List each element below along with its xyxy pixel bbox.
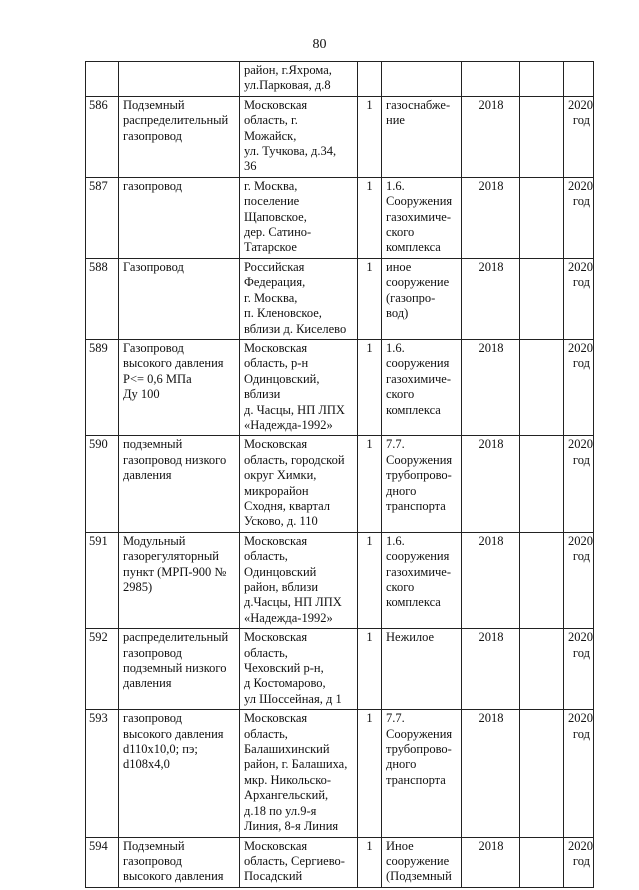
cell-line: сооружения	[386, 356, 450, 371]
cell-line: 2020	[568, 340, 593, 355]
cell-line: год	[572, 549, 590, 564]
cell-end-date	[564, 532, 594, 628]
table-row	[86, 258, 594, 339]
cell-number: 586	[86, 96, 119, 177]
cell-line: Федерация,	[244, 275, 306, 290]
cell-blank	[520, 177, 564, 258]
cell-line: район, г. Балашиха,	[244, 757, 348, 772]
table-row	[86, 629, 594, 710]
cell-line: г. Москва,	[244, 178, 298, 193]
cell-line: 2020	[568, 838, 593, 853]
cell-object-name	[119, 629, 240, 710]
table-row	[86, 436, 594, 532]
cell-number: 591	[86, 532, 119, 628]
cell-address	[240, 177, 358, 258]
cell-line: год	[572, 113, 590, 128]
cell-type	[382, 96, 462, 177]
cell-number	[86, 62, 119, 97]
cell-line: комплекса	[386, 595, 441, 610]
cell-number: 588	[86, 258, 119, 339]
cell-line: Иное	[386, 838, 414, 853]
cell-line: Усково, д. 110	[244, 514, 318, 529]
cell-line: сооружение	[386, 853, 450, 868]
cell-line: дного	[386, 757, 417, 772]
cell-line: 2020	[568, 259, 593, 274]
cell-blank	[520, 532, 564, 628]
cell-line: 2020	[568, 630, 593, 645]
cell-count: 1	[358, 532, 382, 628]
cell-line: d108x4,0	[123, 757, 170, 772]
cell-line: газохимиче-	[386, 564, 452, 579]
cell-line: Московская	[244, 711, 308, 726]
cell-line: сооружения	[386, 549, 450, 564]
cell-line: 7.7.	[386, 437, 405, 452]
cell-line: д. Часцы, НП ЛПХ	[244, 402, 345, 417]
cell-line: газопровод	[123, 711, 183, 726]
cell-blank	[520, 837, 564, 887]
cell-line: район, г.Яхрома,	[244, 63, 332, 77]
cell-type	[382, 532, 462, 628]
table-row	[86, 710, 594, 837]
cell-year: 2018	[462, 710, 520, 837]
registry-table	[85, 61, 594, 888]
cell-type	[382, 710, 462, 837]
cell-number: 587	[86, 177, 119, 258]
cell-end-date	[564, 837, 594, 887]
table-row	[86, 177, 594, 258]
cell-line: год	[572, 356, 590, 371]
cell-line: Ду 100	[123, 387, 160, 402]
cell-type	[382, 629, 462, 710]
cell-line: трубопрово-	[386, 742, 452, 757]
cell-line: год	[572, 645, 590, 660]
cell-number: 594	[86, 837, 119, 887]
cell-line: ского	[386, 580, 415, 594]
cell-line: д.18 по ул.9-я	[244, 803, 317, 818]
cell-line: газорегуляторный	[123, 549, 219, 564]
cell-line: год	[572, 194, 590, 209]
cell-line: вблизи	[244, 387, 281, 402]
cell-line: «Надежда-1992»	[244, 417, 333, 432]
cell-count	[358, 62, 382, 97]
cell-blank	[520, 339, 564, 435]
cell-count: 1	[358, 837, 382, 887]
cell-count: 1	[358, 339, 382, 435]
cell-line: газопровод	[123, 853, 183, 868]
cell-number: 593	[86, 710, 119, 837]
cell-line: Московская	[244, 630, 308, 645]
cell-line: Подземный	[123, 838, 185, 853]
cell-end-date	[564, 62, 594, 97]
cell-end-date	[564, 96, 594, 177]
cell-line: газопровод	[123, 178, 183, 193]
cell-line: Газопровод	[123, 259, 184, 274]
cell-line: газоснабже-	[386, 97, 451, 112]
cell-line: Газопровод	[123, 340, 184, 355]
cell-address	[240, 532, 358, 628]
cell-blank	[520, 96, 564, 177]
cell-line: 7.7.	[386, 711, 405, 726]
cell-address	[240, 710, 358, 837]
cell-line: Татарское	[244, 240, 297, 255]
cell-line: область, г.	[244, 113, 298, 128]
cell-line: Балашихинский	[244, 742, 330, 757]
cell-line: пункт (МРП-900 №	[123, 564, 227, 579]
cell-line: иное	[386, 259, 412, 274]
cell-line: Одинцовский,	[244, 371, 320, 386]
cell-line: 2020	[568, 97, 593, 112]
cell-line: микрорайон	[244, 483, 309, 498]
cell-count: 1	[358, 436, 382, 532]
cell-line: газопровод низкого	[123, 452, 227, 467]
cell-line: вод)	[386, 306, 409, 321]
cell-line: ние	[386, 113, 405, 128]
cell-line: год	[572, 452, 590, 467]
cell-object-name	[119, 96, 240, 177]
table-row	[86, 96, 594, 177]
cell-blank	[520, 62, 564, 97]
cell-object-name	[119, 177, 240, 258]
cell-line: д.Часцы, НП ЛПХ	[244, 595, 342, 610]
table-row	[86, 532, 594, 628]
cell-type	[382, 258, 462, 339]
cell-type	[382, 177, 462, 258]
cell-line: трубопрово-	[386, 468, 452, 483]
cell-line: Московская	[244, 340, 308, 355]
cell-line: сооружение	[386, 275, 450, 290]
cell-line: Щаповское,	[244, 209, 307, 224]
cell-count: 1	[358, 177, 382, 258]
cell-line: 1.6.	[386, 340, 405, 355]
cell-year: 2018	[462, 258, 520, 339]
cell-line: область, р-н	[244, 356, 309, 371]
cell-blank	[520, 710, 564, 837]
cell-line: Линия, 8-я Линия	[244, 819, 339, 834]
cell-line: Московская	[244, 97, 308, 112]
cell-blank	[520, 436, 564, 532]
cell-line: Московская	[244, 437, 308, 452]
cell-line: Московская	[244, 838, 308, 853]
cell-end-date	[564, 258, 594, 339]
cell-line: высокого давления	[123, 726, 224, 741]
cell-line: 2020	[568, 437, 593, 452]
cell-line: Нежилое	[386, 630, 435, 645]
cell-line: распределительный	[123, 113, 229, 128]
cell-object-name	[119, 258, 240, 339]
cell-line: (Подземный	[386, 869, 452, 884]
cell-address	[240, 629, 358, 710]
cell-year	[462, 62, 520, 97]
cell-line: Посадский	[244, 869, 303, 884]
cell-object-name	[119, 339, 240, 435]
cell-line: д Костомарово,	[244, 676, 326, 691]
cell-object-name	[119, 532, 240, 628]
cell-address	[240, 339, 358, 435]
cell-line: область, городской	[244, 452, 345, 467]
cell-end-date	[564, 436, 594, 532]
cell-address	[240, 436, 358, 532]
cell-line: Российская	[244, 259, 305, 274]
cell-line: (газопро-	[386, 290, 436, 305]
cell-line: дер. Сатино-	[244, 225, 312, 240]
cell-line: Подземный	[123, 97, 185, 112]
cell-count: 1	[358, 258, 382, 339]
cell-object-name	[119, 710, 240, 837]
cell-line: год	[572, 726, 590, 741]
cell-address	[240, 837, 358, 887]
cell-number: 590	[86, 436, 119, 532]
cell-type	[382, 436, 462, 532]
cell-year: 2018	[462, 436, 520, 532]
cell-line: ул.Парковая, д.8	[244, 78, 331, 93]
cell-line: ул Шоссейная, д 1	[244, 691, 342, 706]
table-row	[86, 837, 594, 887]
cell-count: 1	[358, 96, 382, 177]
cell-address	[240, 96, 358, 177]
cell-line: Сооружения	[386, 452, 453, 467]
cell-line: транспорта	[386, 498, 446, 513]
cell-line: распределительный	[123, 630, 229, 645]
cell-object-name	[119, 436, 240, 532]
cell-line: газохимиче-	[386, 371, 452, 386]
cell-line: высокого давления	[123, 869, 224, 884]
cell-line: Сооружения	[386, 194, 453, 209]
cell-line: область, Сергиево-	[244, 853, 345, 868]
cell-line: поселение	[244, 194, 300, 209]
cell-line: округ Химки,	[244, 468, 317, 483]
cell-number: 589	[86, 339, 119, 435]
cell-line: область,	[244, 645, 288, 660]
cell-end-date	[564, 710, 594, 837]
cell-line: Архангельский,	[244, 788, 329, 803]
cell-count: 1	[358, 629, 382, 710]
cell-count: 1	[358, 710, 382, 837]
cell-line: п. Кленовское,	[244, 306, 322, 321]
cell-line: давления	[123, 676, 172, 691]
cell-line: 2020	[568, 711, 593, 726]
cell-year: 2018	[462, 96, 520, 177]
cell-address	[240, 258, 358, 339]
cell-line: транспорта	[386, 772, 446, 787]
cell-line: Модульный	[123, 533, 186, 548]
cell-line: Сооружения	[386, 726, 453, 741]
cell-end-date	[564, 177, 594, 258]
cell-line: d110x10,0; пэ;	[123, 742, 198, 757]
cell-line: область,	[244, 549, 288, 564]
cell-type	[382, 837, 462, 887]
cell-line: Чеховский р-н,	[244, 661, 324, 676]
cell-line: «Надежда-1992»	[244, 610, 333, 625]
cell-line: ского	[386, 387, 415, 402]
page-number: 80	[312, 37, 327, 52]
cell-line: дного	[386, 483, 417, 498]
cell-line: район, вблизи	[244, 580, 319, 594]
cell-line: ского	[386, 225, 415, 240]
cell-line: год	[572, 853, 590, 868]
cell-line: Сходня, квартал	[244, 498, 331, 513]
table-row	[86, 62, 594, 97]
cell-line: Московская	[244, 533, 308, 548]
cell-type	[382, 62, 462, 97]
cell-line: 2020	[568, 533, 593, 548]
cell-type	[382, 339, 462, 435]
cell-object-name	[119, 62, 240, 97]
cell-end-date	[564, 629, 594, 710]
cell-address	[240, 62, 358, 97]
cell-object-name	[119, 837, 240, 887]
cell-line: 36	[244, 159, 257, 174]
cell-line: область,	[244, 726, 288, 741]
cell-line: комплекса	[386, 402, 441, 417]
cell-year: 2018	[462, 177, 520, 258]
cell-blank	[520, 258, 564, 339]
cell-line: подземный	[123, 437, 183, 452]
cell-year: 2018	[462, 837, 520, 887]
cell-line: мкр. Никольско-	[244, 772, 332, 787]
cell-line: 2985)	[123, 580, 153, 594]
cell-line: 1.6.	[386, 178, 405, 193]
cell-end-date	[564, 339, 594, 435]
cell-line: комплекса	[386, 240, 441, 255]
table-row	[86, 339, 594, 435]
cell-year: 2018	[462, 629, 520, 710]
cell-line: газопровод	[123, 645, 183, 660]
cell-line: год	[572, 275, 590, 290]
cell-year: 2018	[462, 339, 520, 435]
cell-line: ул. Тучкова, д.34,	[244, 144, 337, 159]
cell-line: газопровод	[123, 128, 183, 143]
cell-year: 2018	[462, 532, 520, 628]
cell-line: высокого давления	[123, 356, 224, 371]
cell-line: г. Москва,	[244, 290, 298, 305]
cell-number: 592	[86, 629, 119, 710]
cell-line: 1.6.	[386, 533, 405, 548]
cell-line: Р<= 0,6 МПа	[123, 371, 192, 386]
cell-line: давления	[123, 468, 172, 483]
cell-line: газохимиче-	[386, 209, 452, 224]
cell-blank	[520, 629, 564, 710]
cell-line: Одинцовский	[244, 564, 317, 579]
cell-line: 2020	[568, 178, 593, 193]
cell-line: подземный низкого	[123, 661, 227, 676]
cell-line: Можайск,	[244, 128, 297, 143]
cell-line: вблизи д. Киселево	[244, 321, 347, 336]
